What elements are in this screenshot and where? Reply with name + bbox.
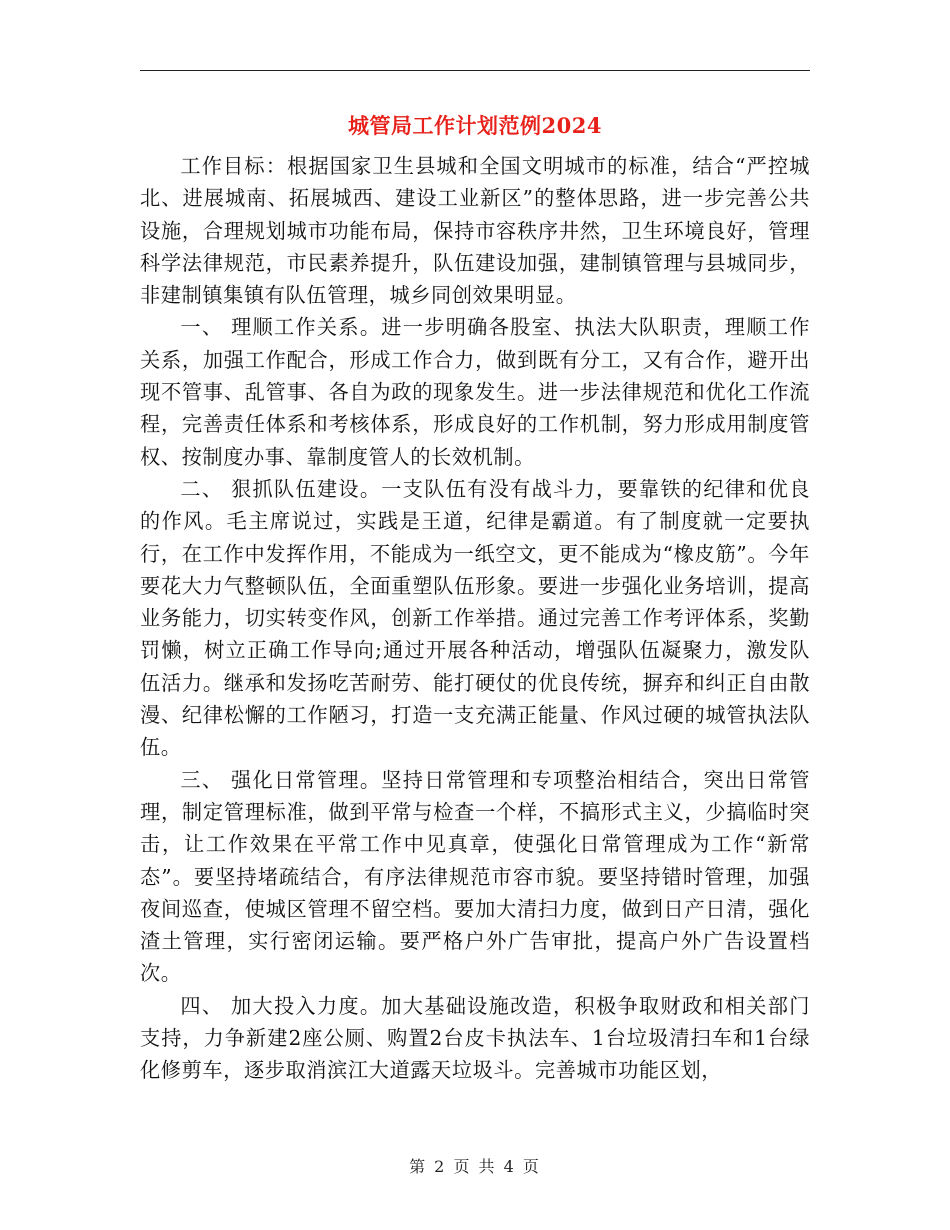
paragraph-section-4: 四、 加大投入力度。加大基础设施改造，积极争取财政和相关部门支持，力争新建2座公厕、购置2台皮卡执法车、1台垃圾清扫车和1台绿化修剪车，逐步取消滨江大道露天垃圾斗。完善城市功能区划， [140,993,810,1083]
paragraph-section-3: 三、 强化日常管理。坚持日常管理和专项整治相结合，突出日常管理，制定管理标准，做到平常与检查一个样，不搞形式主义，少搞临时突击，让工作效果在平常工作中见真章，使强化日常管理成为工作“新常态”。要坚持堵疏结合，有序法律规范市容市貌。要坚持错时管理，加强夜间巡查，使城区管理不留空档。要加大清扫力度，做到日产日清，强化渣土管理，实行密闭运输。要严格户外广告审批，提高户外广告设置档次。 [140,767,810,986]
document-body [140,150,810,1087]
header-rule [140,70,810,71]
paragraph-section-1: 一、 理顺工作关系。进一步明确各股室、执法大队职责，理顺工作关系，加强工作配合，形成工作合力，做到既有分工，又有合作，避开出现不管事、乱管事、各自为政的现象发生。进一步法律规范和优化工作流程，完善责任体系和考核体系，形成良好的工作机制，努力形成用制度管权、按制度办事、靠制度管人的长效机制。 [140,315,810,469]
page-number-footer: 第 2 页 共 4 页 [409,1157,541,1176]
paragraph-section-2: 二、 狠抓队伍建设。一支队伍有没有战斗力，要靠铁的纪律和优良的作风。毛主席说过，实践是王道，纪律是霸道。有了制度就一定要执行，在工作中发挥作用，不能成为一纸空文，更不能成为“橡皮筋”。今年要花大力气整顿队伍，全面重塑队伍形象。要进一步强化业务培训，提高业务能力，切实转变作风，创新工作举措。通过完善工作考评体系，奖勤罚懒，树立正确工作导向;通过开展各种活动，增强队伍凝聚力，激发队伍活力。继承和发扬吃苦耐劳、能打硬仗的优良传统，摒弃和纠正自由散漫、纪律松懈的工作陋习，打造一支充满正能量、作风过硬的城管执法队伍。 [140,476,810,760]
document-title: 城管局工作计划范例2024 [348,113,602,138]
paragraph-goal: 工作目标：根据国家卫生县城和全国文明城市的标准，结合“严控城北、进展城南、拓展城西、建设工业新区”的整体思路，进一步完善公共设施，合理规划城市功能布局，保持市容秩序井然，卫生环境良好，管理科学法律规范，市民素养提升，队伍建设加强，建制镇管理与县城同步，非建制镇集镇有队伍管理，城乡同创效果明显。 [140,154,810,308]
